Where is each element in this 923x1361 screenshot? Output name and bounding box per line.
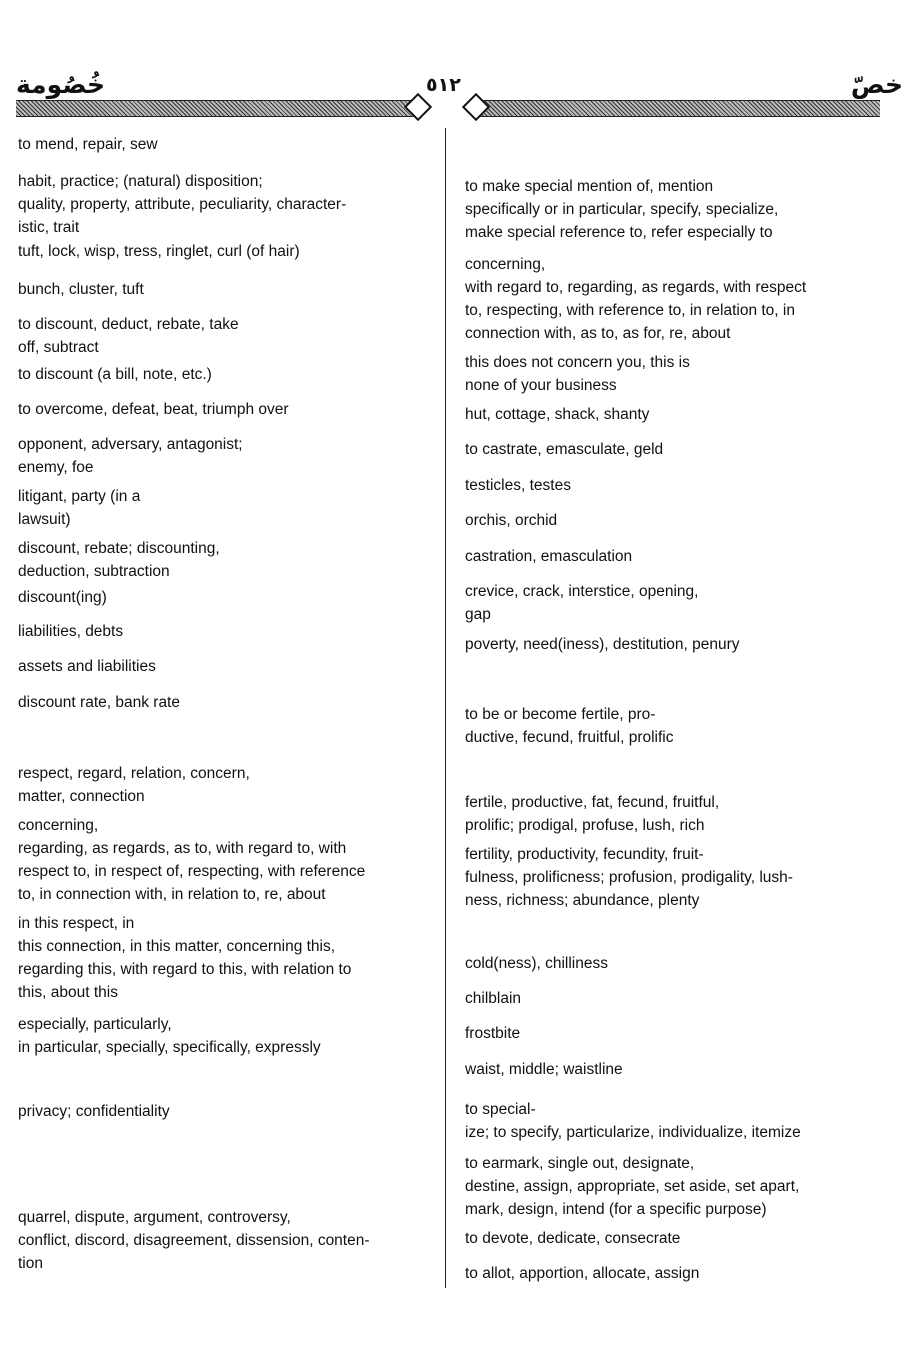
english-definition-line: testicles, testes	[465, 477, 571, 494]
english-definition-line: respect, regard, relation, concern,	[18, 765, 250, 782]
english-definition-line: make special reference to, refer especially to	[465, 224, 773, 241]
english-definition-line: to devote, dedicate, consecrate	[465, 1230, 681, 1247]
english-definition-line: hut, cottage, shack, shanty	[465, 406, 650, 423]
english-definition-line: tion	[18, 1255, 43, 1272]
english-definition-line: waist, middle; waistline	[465, 1061, 623, 1078]
english-definition-line: off, subtract	[18, 339, 99, 356]
english-definition-line: deduction, subtraction	[18, 563, 170, 580]
english-definition-line: frostbite	[465, 1025, 521, 1042]
english-definition-line: to mend, repair, sew	[18, 136, 158, 153]
english-definition-line: specifically or in particular, specify, specialize,	[465, 201, 779, 218]
english-definition-line: prolific; prodigal, profuse, lush, rich	[465, 817, 705, 834]
english-definition-line: none of your business	[465, 377, 617, 394]
english-definition-line: with regard to, regarding, as regards, with respect	[465, 279, 807, 296]
header-ornament-band-right	[478, 100, 880, 117]
english-definition-line: this, about this	[18, 984, 118, 1001]
english-definition-line: istic, trait	[18, 219, 80, 236]
english-definition-line: litigant, party (in a	[18, 488, 141, 505]
english-definition-line: to be or become fertile, pro-	[465, 706, 656, 723]
english-definition-line: respect to, in respect of, respecting, with reference	[18, 863, 366, 880]
english-definition-line: to castrate, emasculate, geld	[465, 441, 664, 458]
english-definition-line: chilblain	[465, 990, 522, 1007]
english-definition-line: to, respecting, with reference to, in relation to, in	[465, 302, 795, 319]
english-definition-line: liabilities, debts	[18, 623, 124, 640]
english-definition-line: destine, assign, appropriate, set aside, set apart,	[465, 1178, 800, 1195]
english-definition-line: especially, particularly,	[18, 1016, 172, 1033]
english-definition-line: to, in connection with, in relation to, re, about	[18, 886, 326, 903]
english-definition-line: to special-	[465, 1101, 536, 1118]
english-definition-line: to make special mention of, mention	[465, 178, 714, 195]
page-number: ٥١٢	[426, 74, 461, 96]
english-definition-line: discount rate, bank rate	[18, 694, 180, 711]
english-definition-line: to allot, apportion, allocate, assign	[465, 1265, 700, 1282]
english-definition-line: ductive, fecund, fruitful, prolific	[465, 729, 674, 746]
english-definition-line: concerning,	[18, 817, 99, 834]
english-definition-line: this connection, in this matter, concerning this,	[18, 938, 336, 955]
english-definition-line: conflict, discord, disagreement, dissension, conten-	[18, 1232, 370, 1249]
english-definition-line: concerning,	[465, 256, 546, 273]
english-definition-line: castration, emasculation	[465, 548, 633, 565]
english-definition-line: in particular, specially, specifically, expressly	[18, 1039, 321, 1056]
english-definition-line: to overcome, defeat, beat, triumph over	[18, 401, 289, 418]
english-definition-line: tuft, lock, wisp, tress, ringlet, curl (of hair)	[18, 243, 300, 260]
english-definition-line: fertile, productive, fat, fecund, fruitful,	[465, 794, 720, 811]
header-left-word: خُصُومة	[16, 70, 105, 99]
english-definition-line: discount(ing)	[18, 589, 107, 606]
english-definition-line: bunch, cluster, tuft	[18, 281, 144, 298]
english-definition-line: enemy, foe	[18, 459, 94, 476]
english-definition-line: ize; to specify, particularize, individualize, itemize	[465, 1124, 801, 1141]
english-definition-line: gap	[465, 606, 491, 623]
english-definition-line: regarding, as regards, as to, with regard to, with	[18, 840, 347, 857]
english-definition-line: lawsuit)	[18, 511, 71, 528]
english-definition-line: assets and liabilities	[18, 658, 156, 675]
english-definition-line: ness, richness; abundance, plenty	[465, 892, 700, 909]
english-definition-line: connection with, as to, as for, re, about	[465, 325, 731, 342]
english-definition-line: in this respect, in	[18, 915, 135, 932]
english-definition-line: discount, rebate; discounting,	[18, 540, 220, 557]
english-definition-line: cold(ness), chilliness	[465, 955, 608, 972]
english-definition-line: orchis, orchid	[465, 512, 558, 529]
english-definition-line: privacy; confidentiality	[18, 1103, 170, 1120]
english-definition-line: to discount (a bill, note, etc.)	[18, 366, 212, 383]
column-divider	[445, 128, 446, 1288]
english-definition-line: matter, connection	[18, 788, 145, 805]
header-ornament-band-left	[16, 100, 416, 117]
english-definition-line: quarrel, dispute, argument, controversy,	[18, 1209, 291, 1226]
english-definition-line: fulness, prolificness; profusion, prodigality, lush-	[465, 869, 793, 886]
english-definition-line: poverty, need(iness), destitution, penury	[465, 636, 740, 653]
english-definition-line: to earmark, single out, designate,	[465, 1155, 695, 1172]
english-definition-line: habit, practice; (natural) disposition;	[18, 173, 263, 190]
english-definition-line: regarding this, with regard to this, with relation to	[18, 961, 352, 978]
english-definition-line: crevice, crack, interstice, opening,	[465, 583, 699, 600]
english-definition-line: fertility, productivity, fecundity, fruit-	[465, 846, 704, 863]
english-definition-line: quality, property, attribute, peculiarity, character-	[18, 196, 347, 213]
english-definition-line: this does not concern you, this is	[465, 354, 690, 371]
header-right-word: خصّ	[850, 70, 903, 99]
english-definition-line: to discount, deduct, rebate, take	[18, 316, 239, 333]
english-definition-line: mark, design, intend (for a specific purpose)	[465, 1201, 767, 1218]
english-definition-line: opponent, adversary, antagonist;	[18, 436, 243, 453]
